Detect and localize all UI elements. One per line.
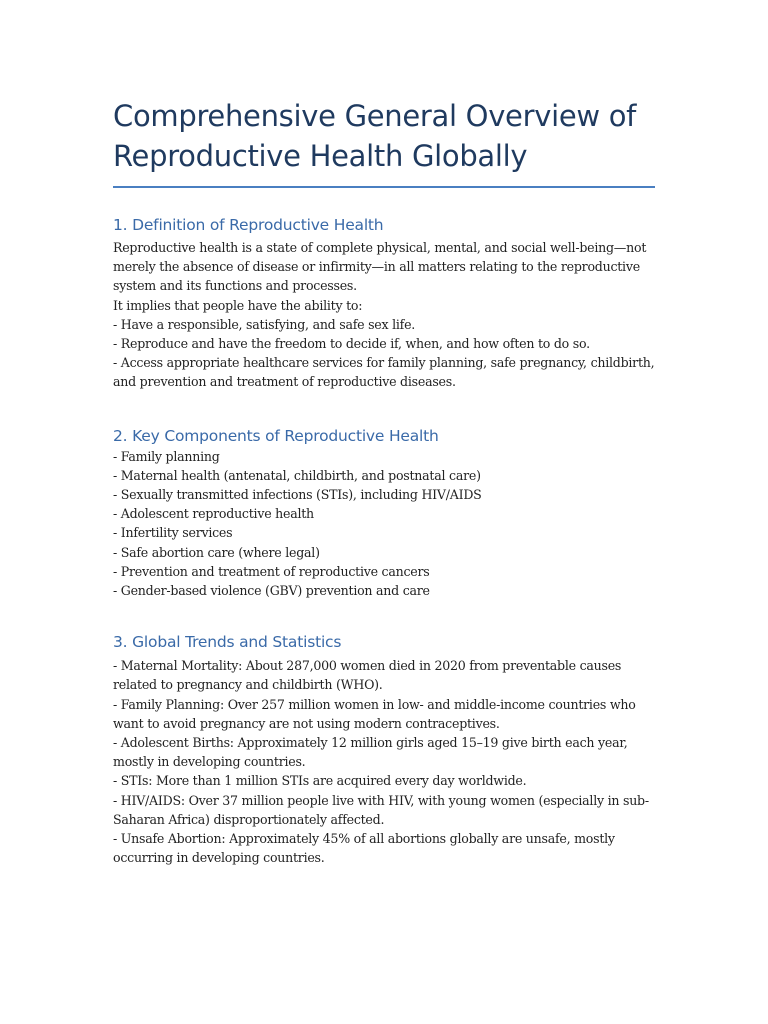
section-heading: 3. Global Trends and Statistics xyxy=(113,633,342,652)
section-definition xyxy=(113,214,655,392)
list-item: - STIs: More than 1 million STIs are acquired every day worldwide. xyxy=(113,773,527,789)
list-item: - Unsafe Abortion: Approximately 45% of all abortions globally are unsafe, mostly occurring in developing countries. xyxy=(113,831,615,866)
list-item: - Sexually transmitted infections (STIs), including HIV/AIDS xyxy=(113,487,482,503)
list-item: - Gender-based violence (GBV) prevention and care xyxy=(113,583,430,599)
list-item: - Safe abortion care (where legal) xyxy=(113,544,320,560)
list-item: - Maternal health (antenatal, childbirth, and postnatal care) xyxy=(113,467,481,483)
list-item: - Reproduce and have the freedom to decide if, when, and how often to do so. xyxy=(113,336,590,352)
list-item: - Prevention and treatment of reproductive cancers xyxy=(113,563,430,579)
list-item: - Adolescent Births: Approximately 12 million girls aged 15–19 give birth each year, mostly in developing countries. xyxy=(113,735,628,770)
section-heading: 2. Key Components of Reproductive Health xyxy=(113,426,439,445)
list-item: - Access appropriate healthcare services for family planning, safe pregnancy, childbirth, and prevention and treatment of reproductive diseases. xyxy=(113,355,655,390)
list-item: - Adolescent reproductive health xyxy=(113,506,314,522)
list-item: - Infertility services xyxy=(113,525,233,541)
paragraph-line: It implies that people have the ability to: xyxy=(113,297,363,313)
section-body xyxy=(113,447,655,601)
list-item: - Family Planning: Over 257 million women in low- and middle-income countries who want to avoid pregnancy are not using modern contraceptives. xyxy=(113,696,636,731)
document-title: Comprehensive General Overview of Reproductive Health Globally xyxy=(113,96,655,188)
list-item: - Have a responsible, satisfying, and safe sex life. xyxy=(113,316,416,332)
section-heading: 1. Definition of Reproductive Health xyxy=(113,216,384,234)
list-item: - HIV/AIDS: Over 37 million people live with HIV, with young women (especially in sub-Saharan Africa) disproportionately affected. xyxy=(113,792,649,827)
section-body xyxy=(113,656,655,867)
paragraph-line: Reproductive health is a state of complete physical, mental, and social well-being—not merely the absence of disease or infirmity—in all matters relating to the reproductive system and its functions and processes. xyxy=(113,240,647,294)
section-key-components xyxy=(113,425,655,601)
section-global-trends xyxy=(113,631,655,867)
list-item: - Family planning xyxy=(113,448,220,464)
document-page xyxy=(113,96,655,867)
list-item: - Maternal Mortality: About 287,000 women died in 2020 from preventable causes related to pregnancy and childbirth (WHO). xyxy=(113,658,622,693)
section-body xyxy=(113,238,655,392)
